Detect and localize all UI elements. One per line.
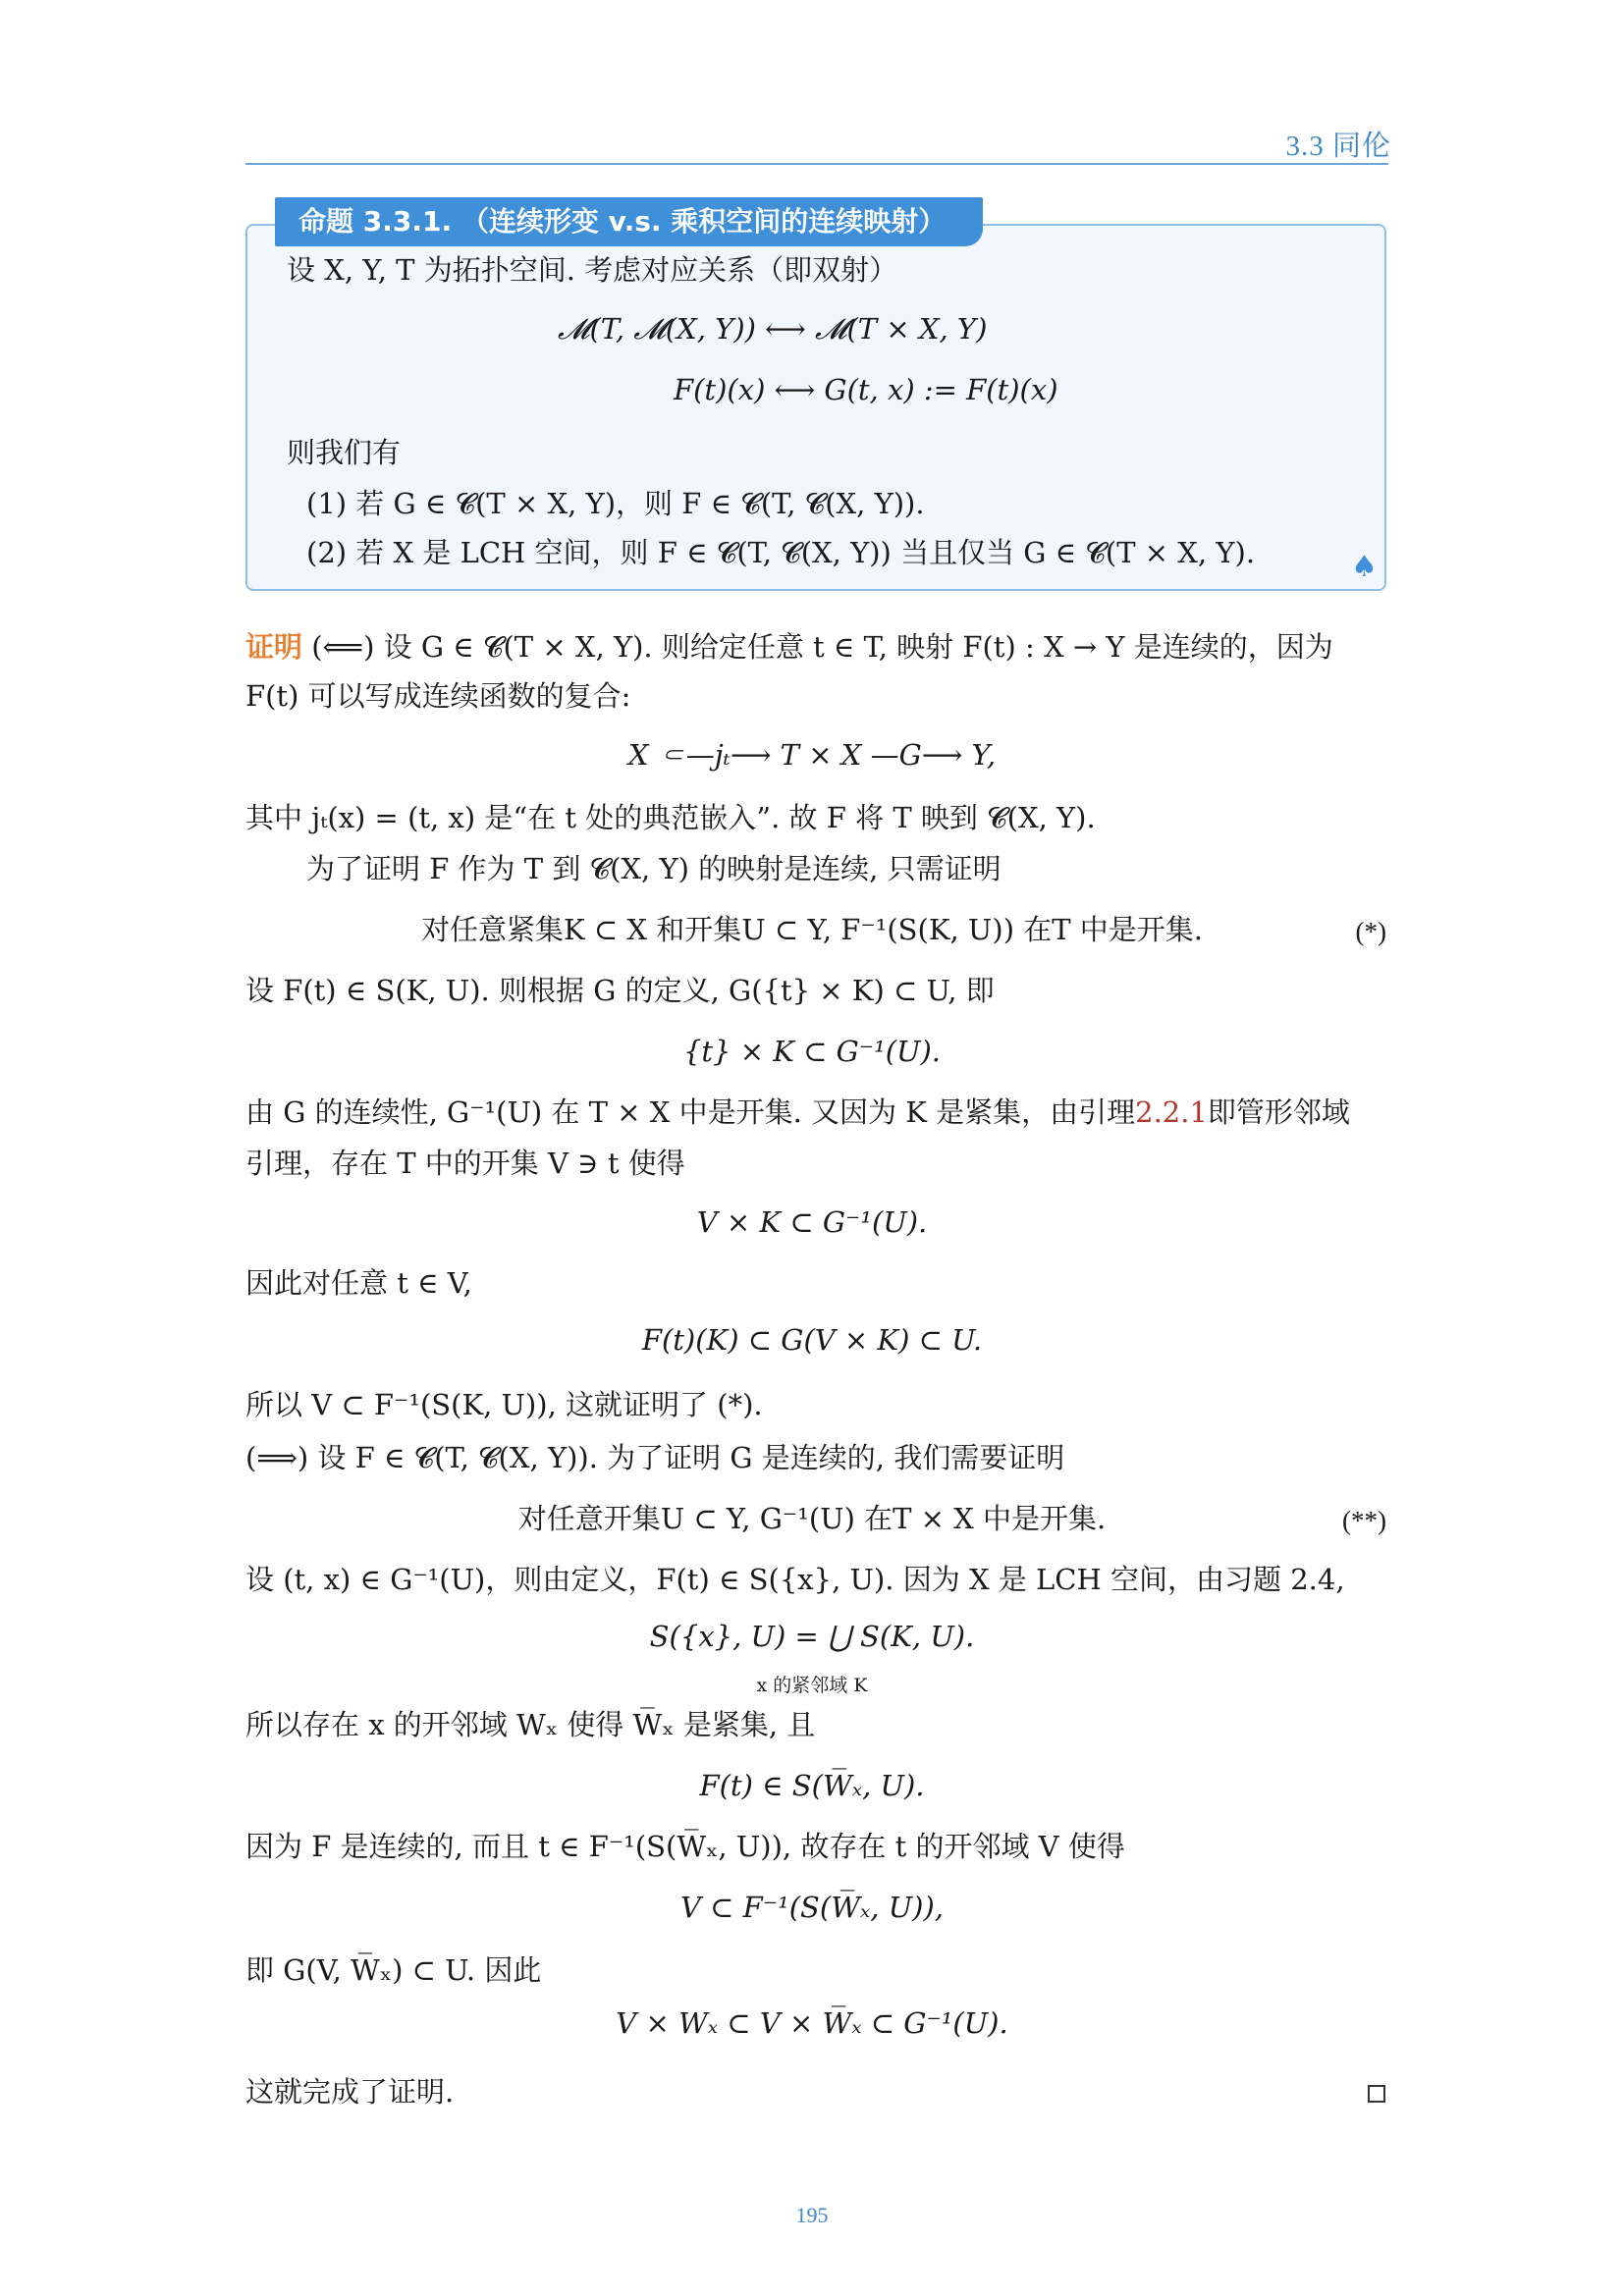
equation-star-star: 对任意开集U ⊂ Y, G⁻¹(U) 在T × X 中是开集.: [517, 1502, 1107, 1535]
proof-paragraph-5-text-a: 由 G 的连续性, G⁻¹(U) 在 T × X 中是开集. 又因为 K 是紧集，由引理: [245, 1095, 1136, 1129]
equation-V-subset: V ⊂ F⁻¹(S(W̅ₓ, U)),: [679, 1891, 945, 1924]
equation-tag-star-star: (**): [1342, 1506, 1386, 1535]
equation-final: V × Wₓ ⊂ V × W̅ₓ ⊂ G⁻¹(U).: [616, 2006, 1008, 2040]
proof-paragraph-1-text: (⟸) 设 G ∈ 𝓒(T × X, Y). 则给定任意 t ∈ T, 映射 F(t) : X → Y 是连续的，因为: [302, 630, 1333, 664]
proof-paragraph-1-line-2: F(t) 可以写成连续函数的复合:: [245, 679, 631, 713]
proof-paragraph-5-text-b: 即管形邻域: [1207, 1095, 1350, 1129]
proposition-item-1: (1) 若 G ∈ 𝓒(T × X, Y)，则 F ∈ 𝓒(T, 𝓒(X, Y)).: [306, 487, 925, 520]
equation-F-of-K: F(t)(K) ⊂ G(V × K) ⊂ U.: [641, 1323, 983, 1357]
proposition-intro: 设 X, Y, T 为拓扑空间. 考虑对应关系（即双射）: [287, 253, 898, 287]
proof-paragraph-9: 设 (t, x) ∈ G⁻¹(U)，则由定义，F(t) ∈ S({x}, U). 因为 X 是 LCH 空间，由习题 2.4,: [245, 1563, 1345, 1596]
equation-t-times-K: {t} × K ⊂ G⁻¹(U).: [682, 1035, 942, 1068]
proposition-title: 命题 3.3.1. （连续形变 v.s. 乘积空间的连续映射）: [275, 197, 983, 246]
header-rule: [245, 163, 1388, 165]
proof-paragraph-8: (⟹) 设 F ∈ 𝓒(T, 𝓒(X, Y)). 为了证明 G 是连续的, 我们需要证明: [245, 1441, 1065, 1474]
running-header: 3.3 同伦: [1285, 131, 1391, 162]
proof-paragraph-7: 所以 V ⊂ F⁻¹(S(K, U)), 这就证明了 (*).: [245, 1388, 763, 1421]
lemma-reference-link[interactable]: 2.2.1: [1135, 1095, 1208, 1129]
proof-paragraph-6: 因此对任意 t ∈ V,: [245, 1266, 472, 1300]
proof-closing: 这就完成了证明.: [245, 2075, 455, 2109]
proof-paragraph-2: 其中 jₜ(x) = (t, x) 是“在 t 处的典范嵌入”. 故 F 将 T 映到 𝓒(X, Y).: [245, 801, 1096, 834]
proof-label: 证明: [245, 630, 303, 664]
proof-paragraph-3: 为了证明 F 作为 T 到 𝓒(X, Y) 的映射是连续, 只需证明: [306, 852, 1001, 885]
qed-square-icon: [1368, 2085, 1385, 2103]
formula-correspondence: F(t)(x) ⟷ G(t, x) := F(t)(x): [674, 373, 1058, 406]
equation-composition: X ⸦—jₜ⟶ T × X —G⟶ Y,: [627, 738, 997, 772]
equation-star: 对任意紧集K ⊂ X 和开集U ⊂ Y, F⁻¹(S(K, U)) 在T 中是开集.: [421, 913, 1203, 946]
equation-V-times-K: V × K ⊂ G⁻¹(U).: [696, 1205, 928, 1239]
proposition-item-2: (2) 若 X 是 LCH 空间，则 F ∈ 𝓒(T, 𝓒(X, Y)) 当且仅当 G ∈ 𝓒(T × X, Y).: [306, 536, 1256, 569]
proof-paragraph-5-line-2: 引理，存在 T 中的开集 V ∋ t 使得: [245, 1147, 685, 1180]
proof-paragraph-4: 设 F(t) ∈ S(K, U). 则根据 G 的定义, G({t} × K) ⊂ U, 即: [245, 974, 995, 1007]
equation-tag-star: (*): [1355, 917, 1386, 946]
formula-mapping-spaces: 𝓜(T, 𝓜(X, Y)) ⟷ 𝓜(T × X, Y): [558, 312, 988, 346]
equation-union-subscript: x 的紧邻域 K: [756, 1675, 868, 1696]
proof-paragraph-5: [245, 1095, 1350, 1130]
proof-paragraph-10: 所以存在 x 的开邻域 Wₓ 使得 W̅ₓ 是紧集, 且: [245, 1708, 816, 1741]
proposition-then: 则我们有: [287, 436, 402, 469]
proof-paragraph-12: 即 G(V, W̅ₓ) ⊂ U. 因此: [245, 1953, 542, 1987]
proof-paragraph-1: [245, 630, 1333, 665]
page-number: 195: [795, 2203, 829, 2227]
equation-F-in-S: F(t) ∈ S(W̅ₓ, U).: [699, 1769, 925, 1802]
equation-union: S({x}, U) = ⋃ S(K, U).: [649, 1620, 975, 1653]
proof-paragraph-11: 因为 F 是连续的, 而且 t ∈ F⁻¹(S(W̅ₓ, U)), 故存在 t 的开邻域 V 使得: [245, 1830, 1125, 1863]
spade-icon: ♠: [1351, 550, 1378, 584]
